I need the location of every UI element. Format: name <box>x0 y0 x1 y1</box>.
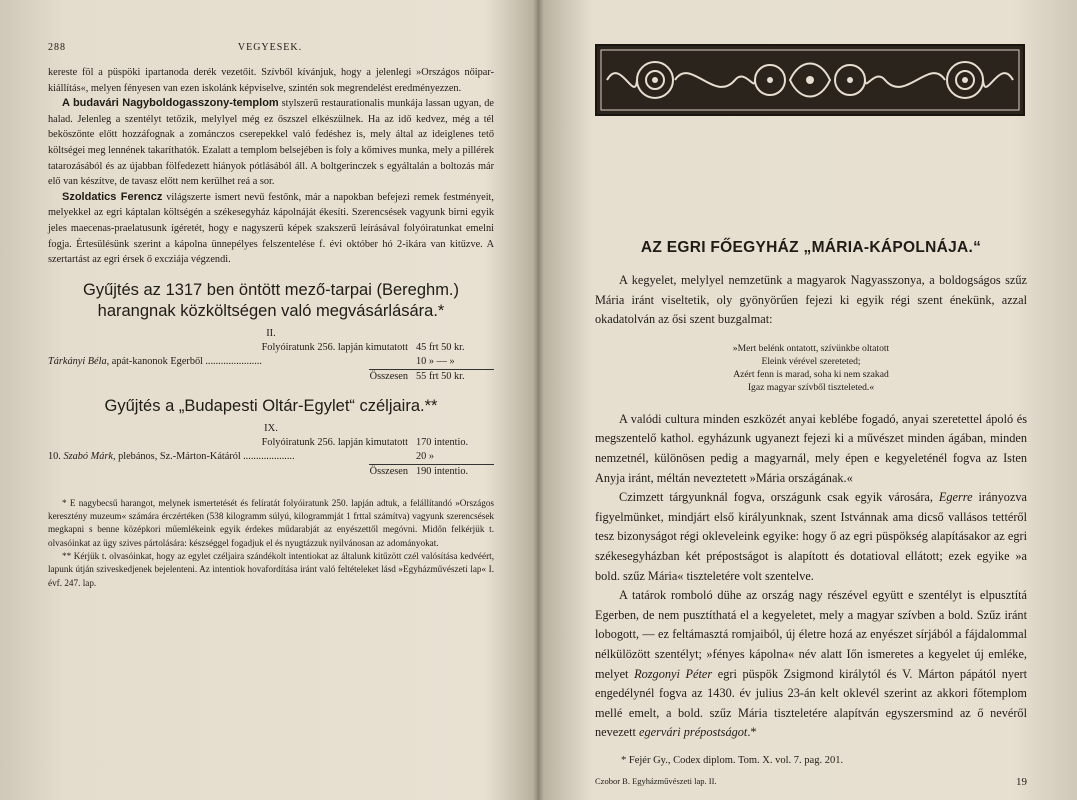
article-para-4: A tatárok romboló dühe az ország nagy részével együtt e szentélyt is elpusztítá Egerben, de nem pusztíthatá el a kegyeletet, mely a magyar szívben a bold. Szűz iránt lobogott, — ez feltámasztá romjaiból, új életre hozá az enyészet sírjából a fájdalommal nélkülözött szentélyt; »fényes kápolna« név alatt Iőn ismeretes a kegyelet új emléke, melyet Rozgonyi Péter egri püspök Zsigmond királytól és V. Márton pápától nyert engedélynél fogva az 1430. év julius 23-án kelt oklevél szerint az akkori főtemplom mellé emelt, a bold. szűz Mária tiszteletére alapítván egyszersmind az ő nevéről nevezett egervári prépostságot.* <box>595 588 1027 740</box>
paragraph-2-lead: A budavári Nagyboldogasszony-templom <box>62 97 279 110</box>
right-footer <box>595 776 1027 788</box>
article-para-2: A valódi cultura minden eszközét anyai keblébe fogadó, anyai szeretettel ápoló és megszentelő kathol. egyházunk ugyanezt fejezi ki a művészet minden ágában, minden nemzetnél, különösen pedig a magyarnál, mely épen e kegyeleténél fogva az Isten Anyja iránt, méltán neveztetett »Mária országának.« <box>595 411 1027 485</box>
section-2-number: IX. <box>264 422 278 434</box>
right-page <box>539 0 1077 800</box>
paragraph-3-lead: Szoldatics Ferencz <box>62 190 163 203</box>
left-page <box>0 0 538 800</box>
s2-row-1: Folyóiratunk 256. lapján kimutatott 170 intentio. <box>261 436 469 448</box>
article-para-1: A kegyelet, melylyel nemzetünk a magyarok Nagyasszonya, a boldogságos szűz Mária iránt viseltetik, oly gyönyörűen fejezi ki egyik régi szent énekünk, azzal okadatolván az ősi szent buzgalmat: <box>595 273 1027 327</box>
heading-bell-collection: Gyűjtés az 1317 ben öntött mező-tarpai (Bereghm.) harangnak közköltségen való megvásárlására.* <box>82 280 460 320</box>
paragraph-3-text: világszerte ismert nevű festőnk, már a napokban befejezi remek festményeit, melyekkel az egri káptalan költségén a székesegyház kápolnáját ékesíti. Szerencsések vagyunk birni egyik jeles maecenas-praelatusunk ígéretét, hogy e nagyszerű képek szakszerű leírásával folyóiratunkat emelni fogja. Értesülésünk szerint a kápolna ünnepélyes felszentelése f. évi október hó 2-ikára van kitűzve. A szertartást az egri érsek ő excziája végzendi. <box>48 191 494 266</box>
signature-line: Czobor B. Egyházművészeti lap. II. <box>595 775 717 786</box>
hymn-quote: »Mert belénk ontatott, szívünkbe oltatott Eleink vérével szereteted; Azért fenn is marad, soha ki nem szakad Igaz magyar szívből tiszteleted.« <box>732 342 890 393</box>
paragraph-3 <box>48 190 494 268</box>
left-header <box>48 42 494 53</box>
s1-row-1: Folyóiratunk 256. lapján kimutatott 45 frt 50 kr. <box>261 341 465 353</box>
page-number-left: 288 <box>48 42 66 53</box>
article-para-3: Czimzett tárgyunknál fogva, országunk csak egyik városára, Egerre irányozva figyelmünket, mindjárt első királyunknak, szent Istvánnak ama dicső vallásos tettéről tesz bizonyságot régi okleveleink egyike: hogy ő az egri püspökség alapításakor az egri székesegyházban két prépostságot is alapított és dotatioval ellátott; ezek egyike »a bold. szűz Mária« tiszteletére volt szentelve. <box>595 490 1027 583</box>
footnote-1: * E nagybecsű harangot, melynek ismertetését és felíratát folyóiratunk 250. lapján adtuk, a felállítandó »Országos keresztény muzeum« számára érczértéken (538 kilogramm súlyú, kilogrammját 1 frttal számítva) vagyunk szerencsések megkapni s benne középkori műemlékeink egyik érdekes műdarabját az enyészettől megóvni. Midőn felkérjük t. olvasóinkat az ügy szives pártolására: készséggel fogadjuk el és nyugtázzuk nyilvánosan az adományokat. <box>48 497 494 548</box>
running-head: VEGYESEK. <box>237 42 303 53</box>
ornamental-headpiece <box>595 44 1025 116</box>
article-footnote: * Fejér Gy., Codex diplom. Tom. X. vol. 7. pag. 201. <box>621 754 844 766</box>
paragraph-1: kereste föl a püspöki ipartanoda derék vezetőit. Szívből kívánjuk, hogy a jelenlegi »Országos nőipar-kiállítás«, melyen fényesen van ezen iskolánk képviselve, szintén sok megrendelést eredményezzen. <box>48 67 494 94</box>
page-number-right: 19 <box>1016 775 1027 788</box>
article-title: AZ EGRI FŐEGYHÁZ „MÁRIA-KÁPOLNÁJA.“ <box>640 239 982 256</box>
footnote-2: ** Kérjük t. olvasóinkat, hogy az egylet czéljaira szándékolt intentiokat az általunk kitűzött czél valósítása kedvéért, lapunk útján sziveskedjenek bejelenteni. Az intentiok hovafordítása iránt való feltételeket lásd »Egyházművészeti lap« I. évf. 247. lap. <box>48 550 494 588</box>
s2-row-2: 10. Szabó Márk, plebános, Sz.-Márton-Kátáról .................... 20 » <box>48 450 435 462</box>
s1-row-2: Tárkányi Béla, apát-kanonok Egerből ...................... 10 » — » <box>48 355 455 367</box>
heading-altar-society: Gyűjtés a „Budapesti Oltár-Egylet“ czéljaira.** <box>104 396 438 415</box>
s1-total: Összesen 55 frt 50 kr. <box>369 370 465 382</box>
section-1-number: II. <box>266 327 276 339</box>
paragraph-2-text: stylszerű restaurationalis munkája lassan ugyan, de halad. Jelenleg a szentélyt tetőzik, melylyel még ez őszszel elkészülnek. Ha az idő kedvez, még a tél beköszönte előtt hozzáfognak a zománczos cserepekkel való fedéshez is, mely által az ideiglenes tető költségei meg lennének takaríthatók. Ezalatt a templom belsejében is foly a kőmives munka, mely a pillérek tatarozásából és az újabban fölfedezett hiányok pótlásából áll. A boltgerinczek s egyáltalán a boltozás már elő van készítve, de tavasz előtt nem kerülhet reá a sor. <box>48 98 494 188</box>
s2-total: Összesen 190 intentio. <box>369 465 469 477</box>
paragraph-2 <box>48 96 494 190</box>
